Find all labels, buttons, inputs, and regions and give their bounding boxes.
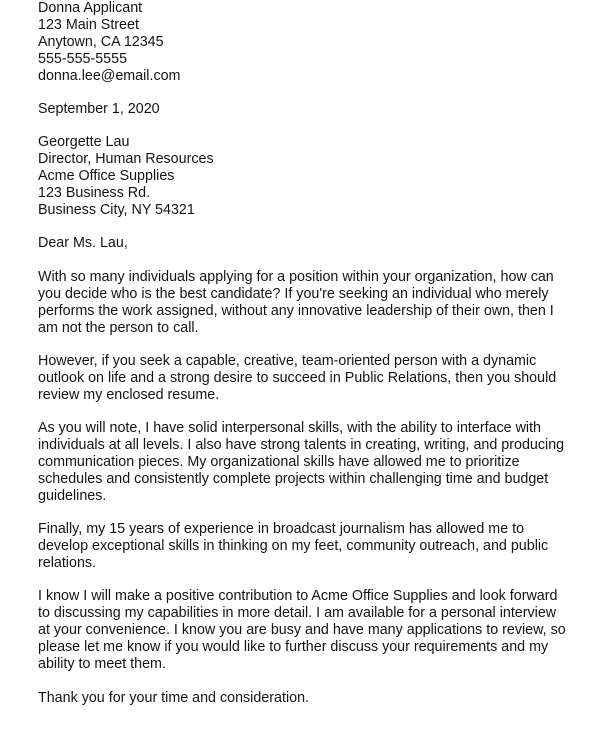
sender-name: Donna Applicant xyxy=(38,0,143,16)
paragraph-line: performs the work assigned, without any innovative leadership of their own, then I xyxy=(38,302,554,319)
paragraph-line: you decide who is the best candidate? If you're seeking an individual who merely xyxy=(38,285,549,302)
recipient-company: Acme Office Supplies xyxy=(38,168,175,185)
sender-phone: 555-555-5555 xyxy=(38,50,128,67)
paragraph-line: I know I will make a positive contribution to Acme Office Supplies and look forward xyxy=(38,588,558,605)
paragraph-line: am not the person to call. xyxy=(38,319,199,336)
letter-date: September 1, 2020 xyxy=(38,101,160,118)
paragraph-line: to discussing my capabilities in more detail. I am available for a personal interview xyxy=(38,605,557,622)
salutation-block xyxy=(38,235,578,252)
closing-block xyxy=(38,690,578,707)
sender-address-block xyxy=(38,0,578,85)
paragraph-line: As you will note, I have solid interpersonal skills, with the ability to interface with xyxy=(38,420,542,437)
body-paragraph-2 xyxy=(38,353,578,404)
paragraph-line: ability to meet them. xyxy=(38,656,166,673)
closing-line: Thank you for your time and consideration. xyxy=(38,689,309,706)
sender-street: 123 Main Street xyxy=(38,16,139,33)
paragraph-line: Finally, my 15 years of experience in broadcast journalism has allowed me to xyxy=(38,521,525,538)
sender-email: donna.lee@email.com xyxy=(38,67,181,84)
cover-letter xyxy=(38,0,578,706)
paragraph-line: at your convenience. I know you are busy and have many applications to review, so xyxy=(38,622,566,639)
paragraph-line: However, if you seek a capable, creative, team-oriented person with a dynamic xyxy=(38,353,537,369)
body-paragraph-4 xyxy=(38,521,578,572)
letter-date-block xyxy=(38,101,578,118)
body-paragraph-5 xyxy=(38,588,578,673)
paragraph-line: communication pieces. My organizational skills have allowed me to prioritize xyxy=(38,454,520,471)
body-paragraph-1 xyxy=(38,269,578,337)
paragraph-line: schedules and consistently complete projects within challenging time and budget xyxy=(38,470,549,487)
recipient-street: 123 Business Rd. xyxy=(38,185,151,202)
paragraph-line: individuals at all levels. I also have strong talents in creating, writing, and producing xyxy=(38,437,565,454)
paragraph-line: With so many individuals applying for a position within your organization, how can xyxy=(38,268,554,285)
paragraph-line: guidelines. xyxy=(38,487,107,504)
recipient-city-state-zip: Business City, NY 54321 xyxy=(38,202,195,219)
body-paragraph-3 xyxy=(38,420,578,505)
paragraph-line: relations. xyxy=(38,555,97,572)
salutation: Dear Ms. Lau, xyxy=(38,235,128,252)
paragraph-line: review my enclosed resume. xyxy=(38,386,220,403)
recipient-address-block xyxy=(38,134,578,219)
paragraph-line: develop exceptional skills in thinking on my feet, community outreach, and public xyxy=(38,538,549,555)
recipient-title: Director, Human Resources xyxy=(38,151,214,168)
paragraph-line: outlook on life and a strong desire to succeed in Public Relations, then you should xyxy=(38,369,557,386)
recipient-name: Georgette Lau xyxy=(38,134,130,151)
paragraph-line: please let me know if you would like to further discuss your requirements and my xyxy=(38,639,549,656)
sender-city-state-zip: Anytown, CA 12345 xyxy=(38,33,164,50)
